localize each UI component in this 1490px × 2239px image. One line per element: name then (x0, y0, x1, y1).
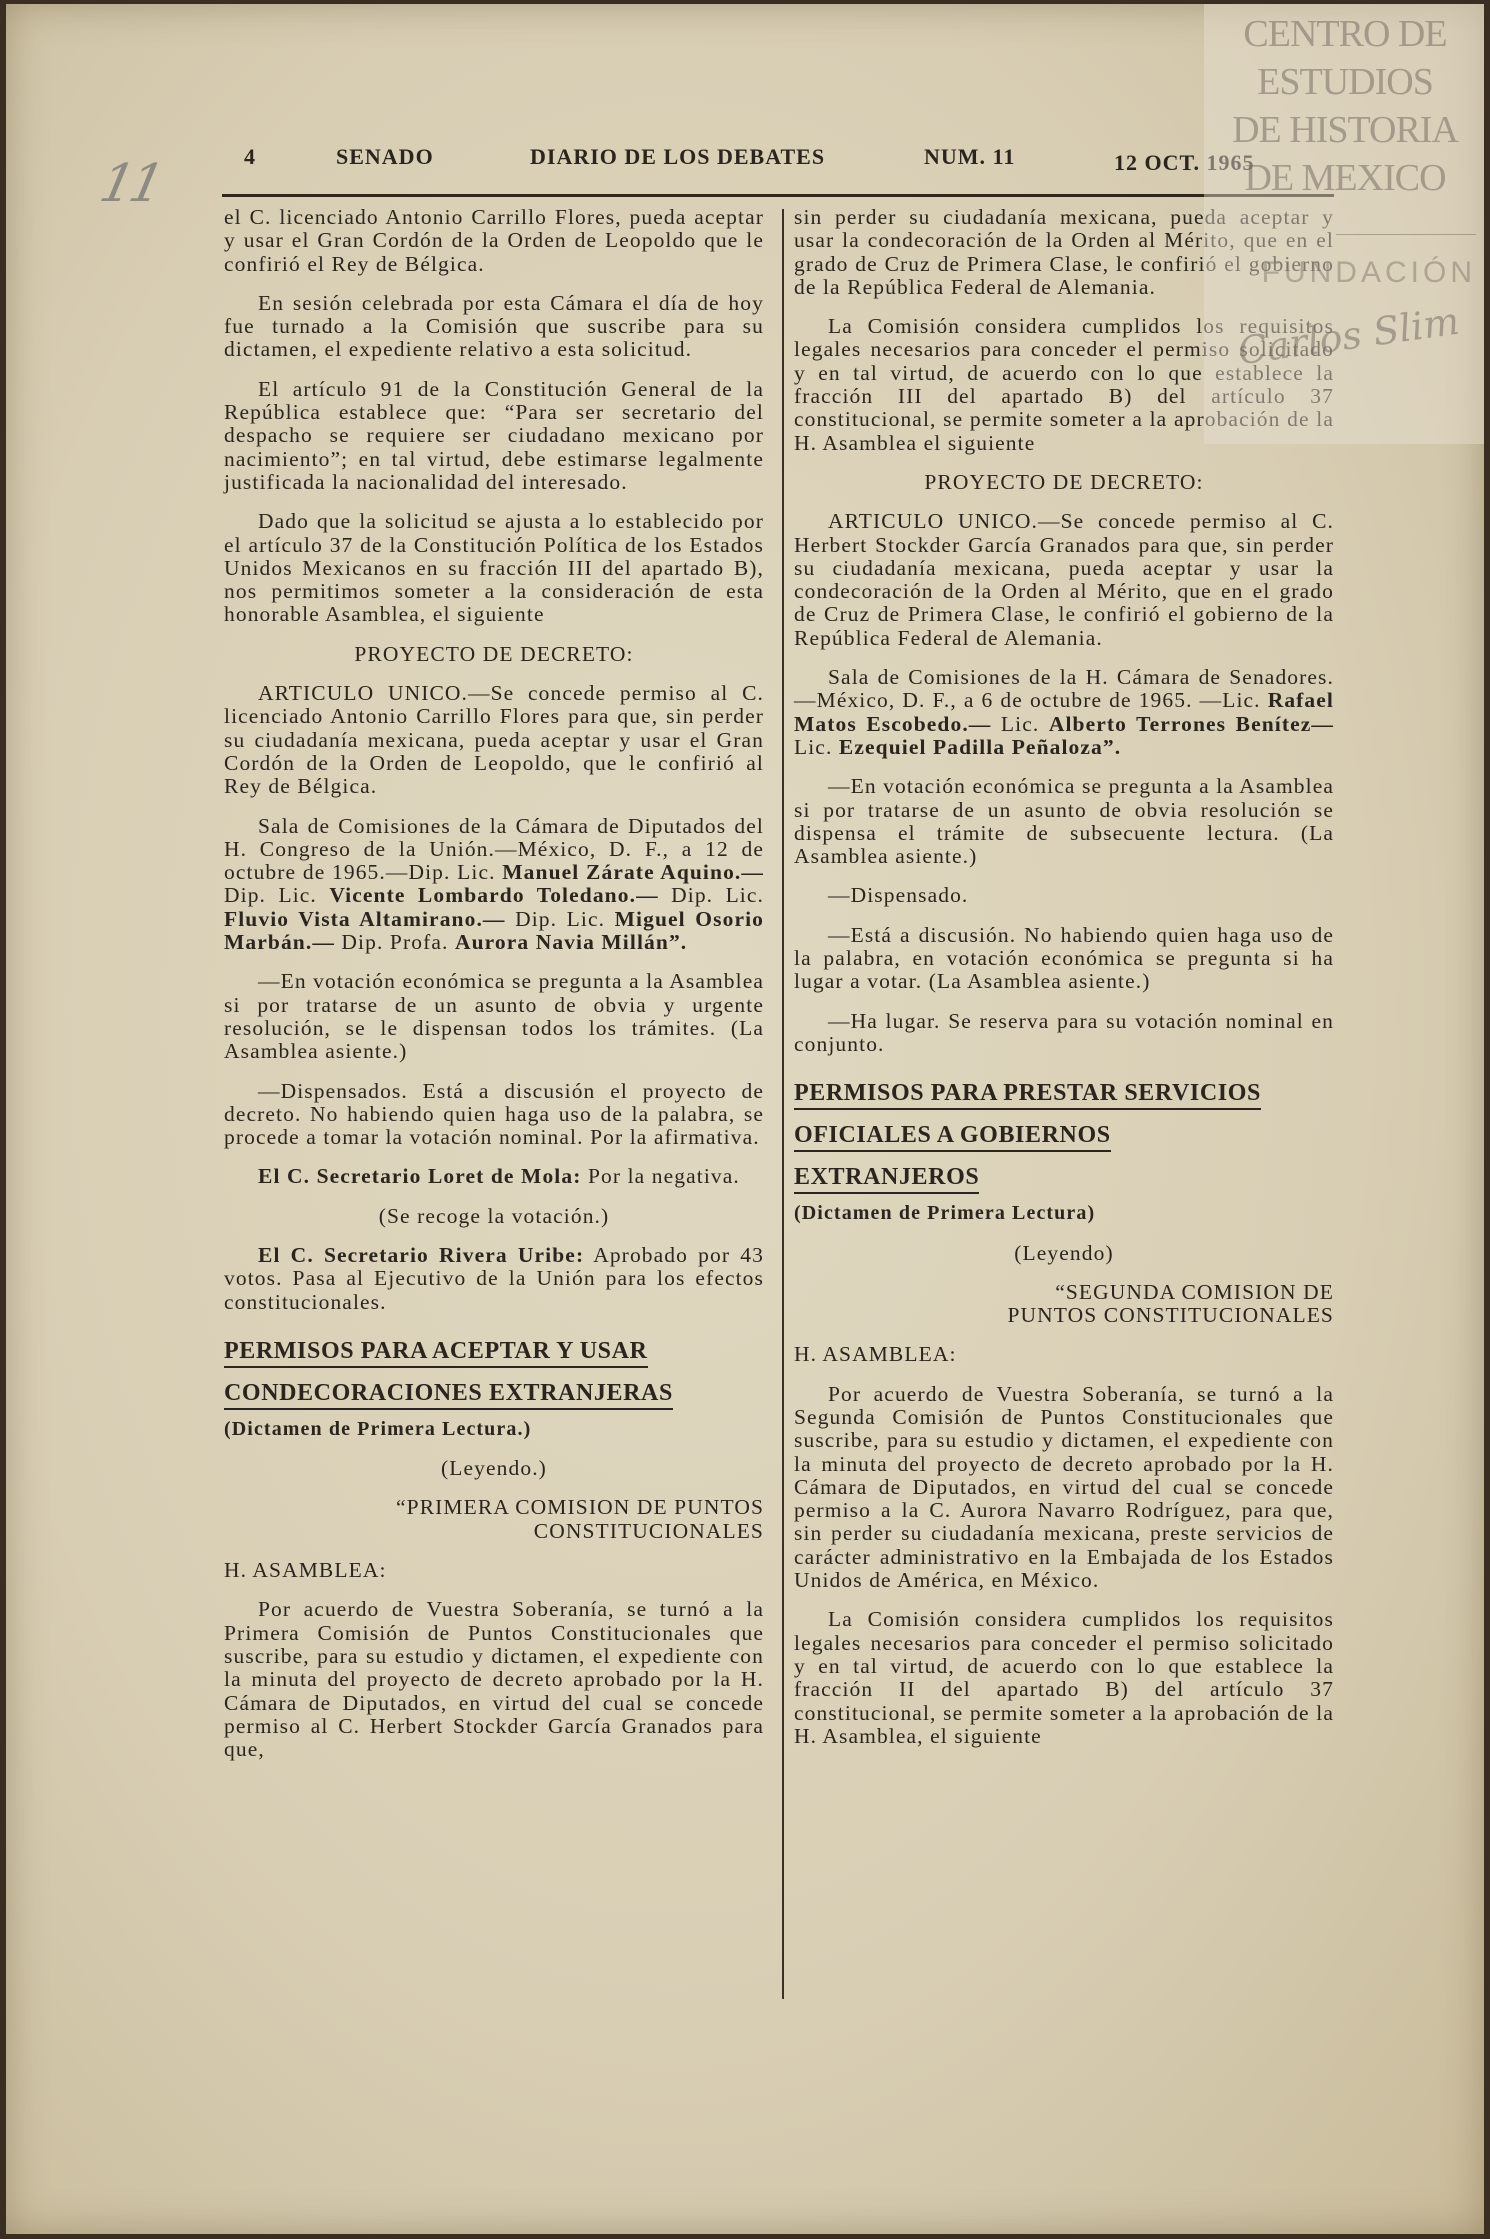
paragraph (224, 1244, 764, 1314)
paragraph (224, 1598, 764, 1761)
paragraph (794, 884, 1334, 907)
text-run: —En votación económica se pregunta a la Asamblea si por tratarse de un asunto de obvia y urgente resolución, se le dispensan todos los trámites. (La Asamblea asiente.) (224, 969, 764, 1064)
page-number: 4 (244, 144, 256, 169)
text-run: sin perder su ciudadanía mexicana, pueda aceptar y usar la condecoración de la Orden al Mérito, que en el grado de Cruz de Primera Clase, le confirió el gobierno de la República Federal de Alemania. (794, 205, 1334, 299)
section-heading-line: EXTRANJEROS (794, 1164, 979, 1194)
section-heading (224, 1330, 764, 1414)
text-run: el C. licenciado Antonio Carrillo Flores, pueda aceptar y usar el Gran Cordón de la Orden de Leopoldo que le confirió el Rey de Bélgica. (224, 205, 764, 276)
watermark-line: DE HISTORIA (1232, 109, 1458, 151)
text-run: (Leyendo.) (441, 1456, 547, 1481)
text-run: PROYECTO DE DECRETO: (924, 469, 1204, 494)
text-run: Dip. Profa. (334, 930, 455, 955)
handwritten-margin-note: 11 (94, 154, 166, 214)
text-run: —Dispensados. Está a discusión el proyecto de decreto. No habiendo quien haga uso de la palabra, se procede a tomar la votación nominal. Por la afirmativa. (224, 1078, 764, 1150)
bold-text-run: Ezequiel Padilla Peñaloza”. (838, 734, 1122, 759)
watermark-fundacion: FUNDACIÓN (1261, 256, 1476, 289)
paragraph (224, 206, 764, 276)
text-run: Dip. Lic. (224, 883, 330, 908)
paragraph (794, 1242, 1334, 1265)
watermark-line: CENTRO DE (1243, 13, 1447, 55)
text-run: (Leyendo) (1014, 1240, 1114, 1265)
paragraph (224, 1080, 764, 1150)
text-run: H. ASAMBLEA: (224, 1558, 387, 1583)
paragraph (224, 1418, 764, 1441)
chamber-name: SENADO (336, 144, 434, 169)
bold-text-run: El C. Secretario Rivera Uribe: (258, 1242, 585, 1267)
text-run: PUNTOS CONSTITUCIONALES (1007, 1303, 1334, 1328)
bold-text-run: Miguel Osorio Marbán.— (224, 906, 765, 955)
running-header (244, 144, 1334, 184)
watermark-line: ESTUDIOS (1257, 61, 1433, 103)
bold-text-run: Vicente Lombardo Toledano.— (329, 883, 659, 908)
text-run: La Comisión considera cumplidos los requisitos legales necesarios para conceder el permiso solicitado y en tal virtud, de acuerdo con lo que establece la fracción II del apartado B) del artículo 37 constitucional, se permite someter a la aprobación de la H. Asamblea, el siguiente (794, 1607, 1334, 1748)
text-run: —Está a discusión. No habiendo quien haga uso de la palabra, en votación económica se pregunta si ha lugar a votar. (La Asamblea asiente.) (794, 922, 1334, 994)
text-run: Sala de Comisiones de la Cámara de Diputados del H. Congreso de la Unión.—México, D. F., a 12 de octubre de 1965.—Dip. Lic. (224, 813, 764, 885)
text-run: (Dictamen de Primera Lectura.) (224, 1417, 532, 1440)
paragraph (794, 471, 1334, 494)
paragraph (794, 666, 1334, 759)
section-heading (794, 1072, 1334, 1198)
paragraph (224, 1205, 764, 1228)
text-run: El artículo 91 de la Constitución General de la República establece que: “Para ser secretario del despacho se requiere ser ciudadano mexicano por nacimiento”; en tal virtud, debe estimarse legalmente justificada la nacionalidad del interesado. (224, 376, 764, 494)
text-run: En sesión celebrada por esta Cámara el día de hoy fue turnado a la Comisión que suscribe para su dictamen, el expediente relativo a esta solicitud. (224, 290, 764, 362)
paragraph (224, 1165, 764, 1188)
text-run: Por acuerdo de Vuestra Soberanía, se turnó a la Primera Comisión de Puntos Constitucionales que suscribe, para su estudio y dictamen, el expediente con la minuta del proyecto de decreto aprobado por la H. Cámara de Diputados, en virtud del cual se concede permiso al C. Herbert Stockder García Granados para que, (224, 1597, 764, 1762)
paragraph (224, 815, 764, 955)
section-heading-line: PERMISOS PARA ACEPTAR Y USAR (224, 1338, 648, 1368)
text-run: “SEGUNDA COMISION DE (1055, 1279, 1334, 1304)
paragraph (794, 924, 1334, 994)
watermark-divider (1336, 234, 1476, 235)
issue-number: NUM. 11 (924, 144, 1016, 169)
issue-date: 12 OCT. 1965 (1114, 150, 1255, 175)
paragraph (224, 643, 764, 666)
watermark-logo (1210, 10, 1480, 202)
text-run: Lic. (794, 734, 839, 759)
paragraph (224, 1496, 764, 1543)
text-run: PROYECTO DE DECRETO: (354, 641, 634, 666)
paragraph (224, 970, 764, 1063)
paragraph (794, 1281, 1334, 1328)
header-rule (222, 194, 1334, 197)
text-run: Lic. (991, 711, 1049, 736)
paragraph (794, 775, 1334, 868)
text-run: CONSTITUCIONALES (533, 1518, 764, 1543)
publication-title: DIARIO DE LOS DEBATES (530, 144, 826, 169)
section-heading-line: OFICIALES A GOBIERNOS (794, 1122, 1111, 1152)
text-run: “PRIMERA COMISION DE PUNTOS (396, 1495, 764, 1520)
paragraph (794, 510, 1334, 650)
text-run: Dip. Lic. (658, 883, 765, 908)
section-heading-line: CONDECORACIONES EXTRANJERAS (224, 1380, 673, 1410)
section-heading-line: PERMISOS PARA PRESTAR SERVICIOS (794, 1080, 1261, 1110)
bold-text-run: Aurora Navia Millán”. (454, 930, 688, 955)
left-column (224, 206, 764, 1777)
paragraph (224, 378, 764, 494)
text-run: (Dictamen de Primera Lectura) (794, 1202, 1096, 1225)
text-run: —Ha lugar. Se reserva para su votación nominal en conjunto. (794, 1008, 1334, 1056)
watermark-signature: Carlos Slim (1235, 298, 1462, 374)
paragraph (794, 1383, 1334, 1593)
paragraph (224, 510, 764, 626)
paragraph (794, 1608, 1334, 1748)
text-run: H. ASAMBLEA: (794, 1342, 957, 1367)
bold-text-run: Manuel Zárate Aquino.— (502, 860, 764, 885)
paragraph (794, 1343, 1334, 1366)
bold-text-run: Rafael Matos Escobedo.— (794, 688, 1334, 736)
paragraph (794, 1010, 1334, 1057)
text-run: Dado que la solicitud se ajusta a lo establecido por el artículo 37 de la Constitución Política de los Estados Unidos Mexicanos en su fracción III del apartado B), nos permitimos someter a la consideración de esta honorable Asamblea, el siguiente (224, 509, 764, 627)
text-run: Por acuerdo de Vuestra Soberanía, se turnó a la Segunda Comisión de Puntos Constitucionales que suscribe, para su estudio y dictamen, el expediente con la minuta del proyecto de decreto aprobado por la H. Cámara de Diputados, en virtud del cual se concede permiso a la C. Aurora Navarro Rodríguez, para que, sin perder su ciudadanía mexicana, preste servicios de carácter administrativo en la Embajada de los Estados Unidos de América, en México. (794, 1381, 1334, 1593)
paragraph (224, 292, 764, 362)
paragraph (224, 1559, 764, 1582)
text-run: Aprobado por 43 votos. Pasa al Ejecutivo de la Unión para los efectos constitucionales. (224, 1242, 764, 1314)
paragraph (794, 1202, 1334, 1225)
paragraph (224, 1457, 764, 1480)
text-run: (Se recoge la votación.) (378, 1203, 610, 1228)
text-run: —Dispensado. (828, 883, 969, 908)
column-divider (782, 209, 784, 1999)
bold-text-run: El C. Secretario Loret de Mola: (258, 1164, 582, 1189)
text-run: ARTICULO UNICO.—Se concede permiso al C. Herbert Stockder García Granados para que, sin perder su ciudadanía mexicana, pueda aceptar y usar la condecoración de la Orden al Mérito, que en el grado de Cruz de Primera Clase, le confirió el gobierno de la República Federal de Alemania. (794, 509, 1334, 650)
text-run: Por la negativa. (581, 1164, 740, 1189)
bold-text-run: Alberto Terrones Benítez— (1048, 711, 1334, 736)
paragraph (224, 682, 764, 798)
text-run: Sala de Comisiones de la H. Cámara de Senadores.—México, D. F., a 6 de octubre de 1965. —Lic. (794, 665, 1334, 713)
text-run: —En votación económica se pregunta a la Asamblea si por tratarse de un asunto de obvia resolución se dispensa el trámite de subsecuente lectura. (La Asamblea asiente.) (794, 774, 1334, 869)
text-run: Dip. Lic. (505, 906, 615, 931)
watermark-line: DE MEXICO (1244, 157, 1446, 199)
bold-text-run: Fluvio Vista Altamirano.— (224, 906, 506, 931)
text-run: ARTICULO UNICO.—Se concede permiso al C. licenciado Antonio Carrillo Flores para que, sin perder su ciudadanía mexicana, pueda aceptar y usar el Gran Cordón de la Orden de Leopoldo, que le confirió al Rey de Bélgica. (224, 681, 764, 799)
scanned-page (6, 4, 1484, 2234)
text-run: La Comisión considera cumplidos los requisitos legales necesarios para conceder el permiso solicitado y en tal virtud, de acuerdo con lo que establece la fracción III del apartado B) del artículo 37 constitucional, se permite someter a la aprobación de la H. Asamblea el siguiente (794, 314, 1334, 455)
